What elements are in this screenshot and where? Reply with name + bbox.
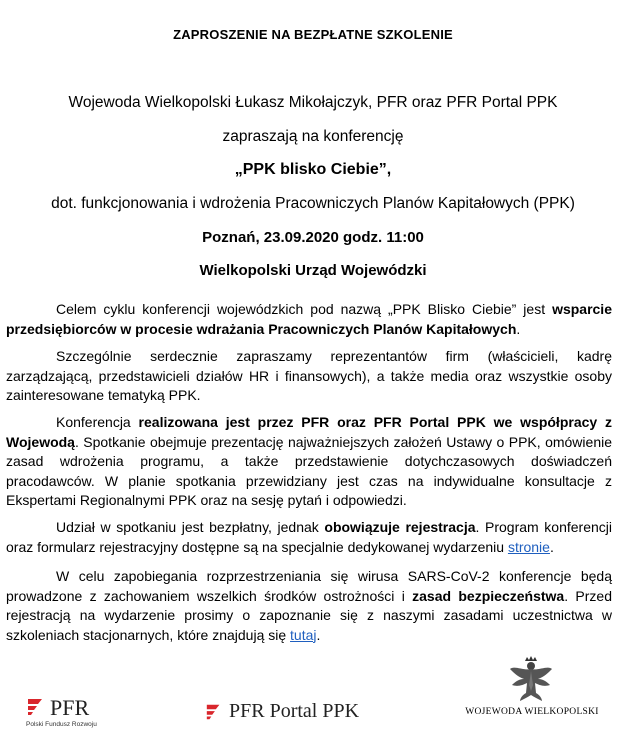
pfr-mark-icon [26, 697, 46, 717]
paragraph-organization-start: Konferencja [56, 414, 139, 430]
pfr-portal-mark-icon [205, 703, 223, 721]
pfr-logo-subtitle: Polski Fundusz Rozwoju [26, 721, 97, 728]
paragraph-safety-start: W celu zapobiegania rozprzestrzeniania się wirusa SARS-CoV-2 konferencje będą prowadzone z zachowaniem wszelkich środków ostrożności i [6, 568, 612, 604]
paragraph-organization [6, 413, 612, 511]
eagle-emblem-icon [508, 655, 554, 703]
page-title: ZAPROSZENIE NA BEZPŁATNE SZKOLENIE [173, 27, 453, 42]
event-venue: Wielkopolski Urząd Wojewódzki [199, 262, 427, 279]
paragraph-registration-text: . Program konferencji oraz formularz rejestracyjny dostępne są na specjalnie dedykowanej wydarzeniu [6, 519, 612, 555]
event-date-place: Poznań, 23.09.2020 godz. 11:00 [202, 229, 424, 246]
intro-line-organizers: Wojewoda Wielkopolski Łukasz Mikołajczyk, PFR oraz PFR Portal PPK [68, 94, 558, 111]
paragraph-organization-bold: realizowana jest przez PFR oraz PFR Portal PPK we współpracy z Wojewodą [6, 414, 613, 450]
registration-page-link[interactable]: stronie [507, 538, 550, 555]
safety-rules-link[interactable]: tutaj [290, 626, 317, 643]
intro-line-topic: dot. funkcjonowania i wdrożenia Pracowniczych Planów Kapitałowych (PPK) [51, 195, 575, 212]
paragraph-goal [6, 300, 612, 339]
paragraph-audience: Szczególnie serdecznie zapraszamy reprezentantów firm (właścicieli, kadrę zarządzającą, przedstawicieli działów HR i finansowych), a także media oraz wszystkie osoby zainteresowane tematyką PPK. [6, 348, 612, 403]
paragraph-safety-end: . [316, 626, 321, 643]
pfr-portal-logo-name: PFR Portal PPK [229, 700, 360, 722]
wojewoda-logo [456, 655, 616, 725]
pfr-portal-ppk-logo [205, 701, 415, 727]
intro-line-invite: zapraszają na konferencję [222, 128, 404, 145]
paragraph-safety [6, 567, 612, 645]
pfr-logo [26, 697, 116, 731]
paragraph-registration-bold: obowiązuje rejestracja [324, 519, 476, 535]
pfr-logo-name: PFR [50, 695, 90, 720]
paragraph-safety-text: . Przed rejestracją na wydarzenie prosimy o zapoznanie się z naszymi zasadami uczestnictwa w szkoleniach stacjonarnych, które znajdują się [6, 587, 612, 643]
paragraph-goal-end: . [516, 320, 521, 337]
paragraph-registration-end: . [549, 538, 554, 555]
paragraph-goal-text: Celem cyklu konferencji wojewódzkich pod nazwą „PPK Blisko Ciebie” jest [56, 301, 553, 317]
event-name: „PPK blisko Ciebie”, [234, 161, 392, 178]
paragraph-registration [6, 518, 612, 557]
paragraph-goal-bold: wsparcie przedsiębiorców w procesie wdrażania Pracowniczych Planów Kapitałowych [6, 301, 612, 337]
paragraph-organization-text: . Spotkanie obejmuje prezentację najważniejszych założeń Ustawy o PPK, omówienie zasad wdrożenia programu, a także przedstawienie dotychczasowych doświadczeń pracodawców. W planie spotkania przewidziany jest czas na indywidualne konsultacje z Ekspertami Regionalnymi PPK oraz na sesję pytań i odpowiedzi. [6, 433, 612, 508]
wojewoda-logo-name: WOJEWODA WIELKOPOLSKI [465, 707, 599, 717]
paragraph-safety-bold: zasad bezpieczeństwa [412, 587, 565, 604]
paragraph-registration-start: Udział w spotkaniu jest bezpłatny, jednak [56, 519, 325, 535]
